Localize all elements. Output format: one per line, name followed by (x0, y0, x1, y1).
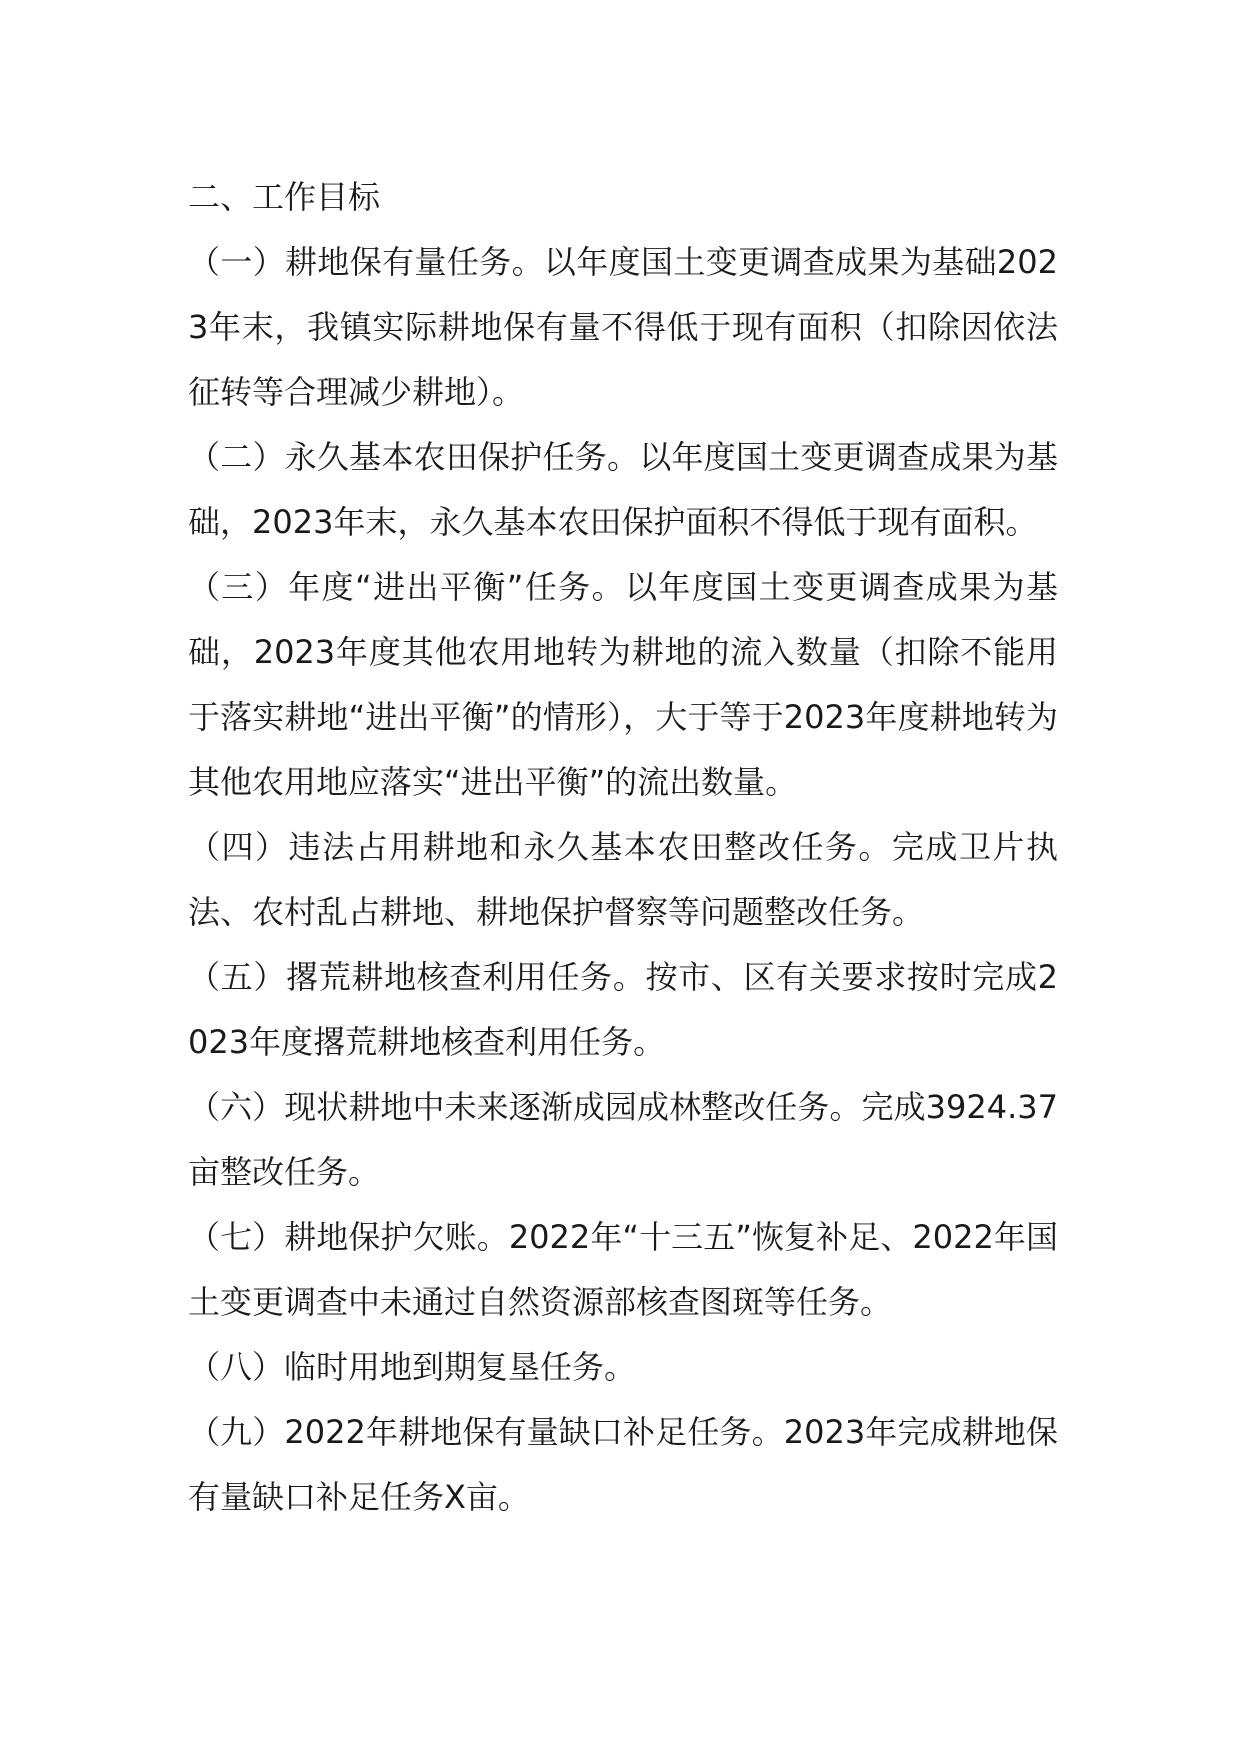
paragraph-in-out-balance: （三）年度“进出平衡”任务。以年度国土变更调查成果为基础，2023年度其他农用地转为耕地的流入数量（扣除不能用于落实耕地“进出平衡”的情形），大于等于2023年度耕地转为其他农用地应落实“进出平衡”的流出数量。 (188, 568, 1058, 801)
section-heading: 二、工作目标 (188, 178, 381, 216)
paragraph-illegal-occupation-rectification: （四）违法占用耕地和永久基本农田整改任务。完成卫片执法、农村乱占耕地、耕地保护督察等问题整改任务。 (188, 828, 1058, 931)
paragraph-temporary-land-reclamation: （八）临时用地到期复垦任务。 (188, 1348, 637, 1386)
paragraph-abandoned-land-verification: （五）撂荒耕地核查利用任务。按市、区有关要求按时完成2023年度撂荒耕地核查利用任务。 (188, 958, 1058, 1061)
paragraph-cultivated-land-retention: （一）耕地保有量任务。以年度国土变更调查成果为基础2023年末，我镇实际耕地保有量不得低于现有面积（扣除因依法征转等合理减少耕地）。 (188, 243, 1058, 411)
paragraph-basic-farmland-protection: （二）永久基本农田保护任务。以年度国土变更调查成果为基础，2023年末，永久基本农田保护面积不得低于现有面积。 (188, 438, 1058, 541)
document-body (188, 165, 1058, 1530)
paragraph-orchard-forest-rectification: （六）现状耕地中未来逐渐成园成林整改任务。完成3924.37亩整改任务。 (188, 1088, 1058, 1191)
paragraph-retention-gap-replenishment: （九）2022年耕地保有量缺口补足任务。2023年完成耕地保有量缺口补足任务X亩。 (188, 1413, 1058, 1516)
paragraph-protection-arrears: （七）耕地保护欠账。2022年“十三五”恢复补足、2022年国土变更调查中未通过自然资源部核查图斑等任务。 (188, 1218, 1058, 1321)
